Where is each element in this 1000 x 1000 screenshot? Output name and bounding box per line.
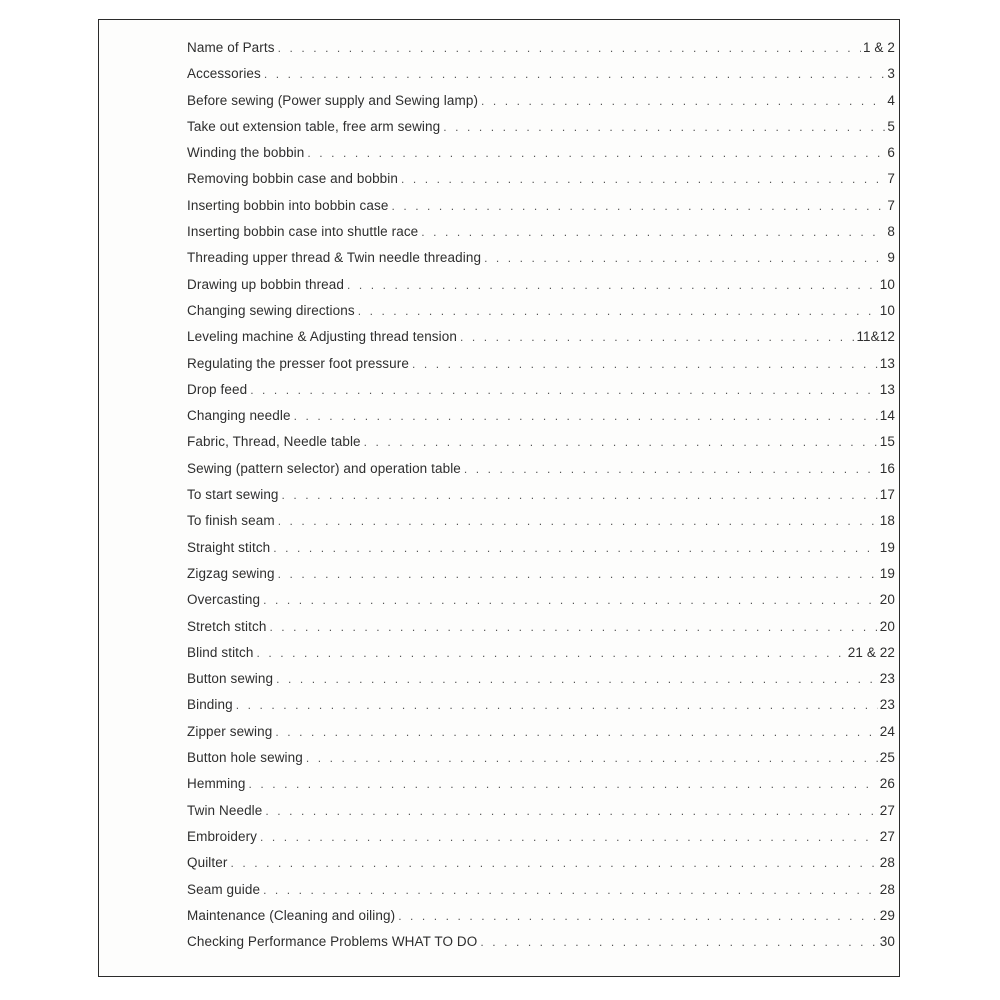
toc-entry-title: Changing needle bbox=[187, 408, 291, 424]
toc-entry bbox=[187, 697, 895, 723]
toc-entry-page-number: 13 bbox=[879, 381, 895, 397]
toc-entry-page-number: 23 bbox=[879, 671, 895, 687]
toc-entry bbox=[187, 198, 895, 224]
toc-entry-title: Maintenance (Cleaning and oiling) bbox=[187, 907, 396, 923]
toc-dot-leader bbox=[273, 541, 877, 555]
toc-entry bbox=[187, 934, 895, 960]
toc-entry-page-number: 26 bbox=[879, 776, 895, 792]
toc-entry bbox=[187, 408, 895, 434]
toc-entry-page-number: 28 bbox=[879, 881, 895, 897]
toc-entry-page-number: 27 bbox=[879, 802, 895, 818]
toc-dot-leader bbox=[236, 698, 878, 712]
toc-entry bbox=[187, 803, 895, 829]
toc-entry-title: Blind stitch bbox=[187, 644, 254, 660]
toc-entry bbox=[187, 619, 895, 645]
toc-entry-title: Stretch stitch bbox=[187, 618, 267, 634]
toc-entry-title: Overcasting bbox=[187, 592, 261, 608]
toc-dot-leader bbox=[278, 41, 861, 55]
toc-dot-leader bbox=[464, 462, 878, 476]
toc-entry bbox=[187, 329, 895, 355]
toc-entry-page-number: 9 bbox=[887, 250, 895, 266]
toc-entry-title: Twin Needle bbox=[187, 802, 263, 818]
toc-dot-leader bbox=[398, 909, 878, 923]
toc-entry-page-number: 27 bbox=[879, 828, 895, 844]
toc-entry bbox=[187, 776, 895, 802]
toc-entry-page-number: 21 & 22 bbox=[847, 644, 895, 660]
toc-dot-leader bbox=[306, 751, 878, 765]
toc-entry bbox=[187, 303, 895, 329]
toc-dot-leader bbox=[480, 935, 877, 949]
toc-entry-title: Drawing up bobbin thread bbox=[187, 276, 345, 292]
toc-entry bbox=[187, 750, 895, 776]
toc-entry-page-number: 25 bbox=[879, 750, 895, 766]
toc-entry-page-number: 1 & 2 bbox=[862, 40, 895, 55]
toc-entry bbox=[187, 40, 895, 66]
toc-dot-leader bbox=[260, 830, 878, 844]
toc-entry-title: Leveling machine & Adjusting thread tension bbox=[187, 329, 457, 345]
toc-entry-title: Fabric, Thread, Needle table bbox=[187, 434, 361, 450]
toc-entry-page-number: 20 bbox=[879, 592, 895, 608]
toc-entry bbox=[187, 119, 895, 145]
toc-entry bbox=[187, 829, 895, 855]
toc-entry-title: Zipper sewing bbox=[187, 723, 273, 739]
toc-entry-title: Binding bbox=[187, 697, 233, 713]
toc-dot-leader bbox=[443, 120, 885, 134]
toc-dot-leader bbox=[269, 620, 877, 634]
toc-entry-title: Threading upper thread & Twin needle threading bbox=[187, 250, 482, 266]
toc-dot-leader bbox=[248, 777, 877, 791]
toc-entry-title: Before sewing (Power supply and Sewing lamp) bbox=[187, 92, 479, 108]
toc-entry-page-number: 7 bbox=[887, 197, 895, 213]
toc-entry bbox=[187, 566, 895, 592]
toc-entry-page-number: 8 bbox=[887, 224, 895, 240]
toc-dot-leader bbox=[278, 567, 878, 581]
toc-dot-leader bbox=[275, 725, 877, 739]
toc-dot-leader bbox=[401, 172, 885, 186]
toc-dot-leader bbox=[264, 67, 886, 81]
toc-dot-leader bbox=[421, 225, 885, 239]
document-page bbox=[98, 19, 900, 977]
toc-entry bbox=[187, 671, 895, 697]
toc-entry-page-number: 29 bbox=[879, 907, 895, 923]
toc-entry-title: Inserting bobbin case into shuttle race bbox=[187, 224, 419, 240]
toc-dot-leader bbox=[256, 646, 845, 660]
toc-entry-page-number: 24 bbox=[879, 723, 895, 739]
toc-entry-title: Changing sewing directions bbox=[187, 302, 355, 318]
toc-entry-title: Zigzag sewing bbox=[187, 565, 275, 581]
toc-dot-leader bbox=[282, 488, 878, 502]
toc-entry bbox=[187, 592, 895, 618]
toc-entry-page-number: 23 bbox=[879, 697, 895, 713]
toc-entry-title: Take out extension table, free arm sewing bbox=[187, 118, 441, 134]
toc-dot-leader bbox=[484, 251, 885, 265]
toc-entry bbox=[187, 645, 895, 671]
toc-entry-page-number: 7 bbox=[887, 171, 895, 187]
toc-entry-page-number: 10 bbox=[879, 276, 895, 292]
toc-entry bbox=[187, 513, 895, 539]
toc-entry bbox=[187, 724, 895, 750]
toc-entry-title: Regulating the presser foot pressure bbox=[187, 355, 409, 371]
toc-dot-leader bbox=[265, 804, 877, 818]
toc-entry-page-number: 30 bbox=[879, 934, 895, 950]
toc-entry bbox=[187, 540, 895, 566]
toc-dot-leader bbox=[263, 593, 878, 607]
toc-entry-title: Checking Performance Problems WHAT TO DO bbox=[187, 934, 478, 950]
toc-dot-leader bbox=[294, 409, 878, 423]
toc-entry bbox=[187, 93, 895, 119]
toc-entry bbox=[187, 277, 895, 303]
toc-dot-leader bbox=[278, 514, 878, 528]
toc-entry bbox=[187, 487, 895, 513]
toc-entry-page-number: 11&12 bbox=[856, 329, 895, 345]
toc-entry-page-number: 3 bbox=[887, 66, 895, 82]
toc-entry-title: Button hole sewing bbox=[187, 750, 303, 766]
toc-dot-leader bbox=[481, 94, 885, 108]
toc-entry-page-number: 13 bbox=[879, 355, 895, 371]
toc-entry bbox=[187, 855, 895, 881]
toc-entry-title: To finish seam bbox=[187, 513, 275, 529]
toc-entry-page-number: 10 bbox=[879, 302, 895, 318]
toc-entry-page-number: 6 bbox=[887, 145, 895, 161]
toc-entry bbox=[187, 145, 895, 171]
toc-dot-leader bbox=[412, 357, 878, 371]
toc-dot-leader bbox=[460, 330, 854, 344]
toc-entry-page-number: 4 bbox=[887, 92, 895, 108]
toc-dot-leader bbox=[347, 278, 878, 292]
toc-entry bbox=[187, 461, 895, 487]
toc-entry-page-number: 18 bbox=[879, 513, 895, 529]
toc-entry bbox=[187, 250, 895, 276]
toc-dot-leader bbox=[391, 199, 885, 213]
toc-dot-leader bbox=[230, 856, 877, 870]
toc-dot-leader bbox=[358, 304, 878, 318]
toc-dot-leader bbox=[250, 383, 878, 397]
toc-entry-page-number: 19 bbox=[879, 539, 895, 555]
toc-dot-leader bbox=[263, 883, 878, 897]
toc-entry-title: Name of Parts bbox=[187, 40, 275, 55]
toc-entry-title: Embroidery bbox=[187, 828, 258, 844]
toc-entry-title: Winding the bobbin bbox=[187, 145, 305, 161]
toc-entry bbox=[187, 908, 895, 934]
toc-entry-title: Accessories bbox=[187, 66, 261, 82]
toc-entry-page-number: 14 bbox=[879, 408, 895, 424]
toc-dot-leader bbox=[276, 672, 878, 686]
toc-entry-page-number: 19 bbox=[879, 565, 895, 581]
toc-entry bbox=[187, 882, 895, 908]
toc-entry-title: Button sewing bbox=[187, 671, 274, 687]
toc-entry-title: Quilter bbox=[187, 855, 228, 871]
toc-entry-page-number: 17 bbox=[879, 487, 895, 503]
table-of-contents bbox=[187, 40, 895, 960]
toc-entry-page-number: 5 bbox=[887, 118, 895, 134]
toc-entry-title: Straight stitch bbox=[187, 539, 271, 555]
toc-entry-page-number: 20 bbox=[879, 618, 895, 634]
toc-entry bbox=[187, 356, 895, 382]
toc-entry-title: Removing bobbin case and bobbin bbox=[187, 171, 398, 187]
toc-dot-leader bbox=[364, 435, 878, 449]
toc-entry bbox=[187, 224, 895, 250]
toc-entry-title: Sewing (pattern selector) and operation table bbox=[187, 460, 461, 476]
toc-entry-title: Seam guide bbox=[187, 881, 261, 897]
toc-entry bbox=[187, 434, 895, 460]
toc-dot-leader bbox=[307, 146, 885, 160]
toc-entry-page-number: 15 bbox=[879, 434, 895, 450]
toc-entry bbox=[187, 171, 895, 197]
toc-entry bbox=[187, 66, 895, 92]
toc-entry bbox=[187, 382, 895, 408]
toc-entry-title: To start sewing bbox=[187, 487, 279, 503]
toc-entry-page-number: 16 bbox=[879, 460, 895, 476]
toc-entry-title: Hemming bbox=[187, 776, 246, 792]
toc-entry-title: Inserting bobbin into bobbin case bbox=[187, 197, 389, 213]
toc-entry-page-number: 28 bbox=[879, 855, 895, 871]
toc-entry-title: Drop feed bbox=[187, 381, 248, 397]
